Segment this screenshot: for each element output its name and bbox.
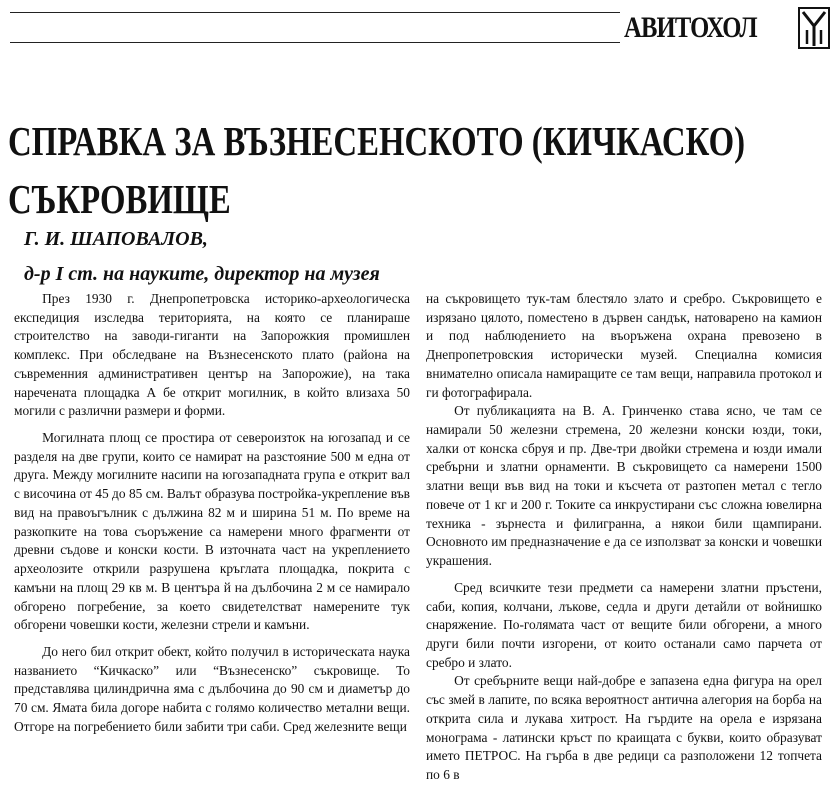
masthead-title: АВИТОХОЛ [624,11,757,44]
paragraph: От публикацията на В. А. Гринченко става ясно, че там се намирали 50 железни стремена, 20 железни конски юзди, токи, халки от конска сбруя и пр. Две-три двойки стремена и юзди имали сребърни и златни орнаменти. В съкровището са намерени 1500 златни вещи във вид на токи и късчета от разтопен метал с тегло повече от 1 кг и 200 г. Токите са инкрустирани със сложна ювелирна техника - зърнеста и филигранна, а някои били щампирани. Основното им предназначение е да се използват за конски и човешки украшения. [426,403,822,569]
paragraph: До него бил открит обект, който получил в историческата наука названието “Кичкаско” или “Възнесенско” съкровище. То представлява цилиндрична яма с дълбочина до 90 см и диаметър до 70 см. Ямата била догоре набита с голямо количество метални вещи. Отгоре на погребението били забити три саби. Сред железните вещи [14,643,410,734]
article-title-line-1: СПРАВКА ЗА ВЪЗНЕСЕНСКОТО (КИЧКАСКО) [8,118,746,164]
paragraph: От сребърните вещи най-добре е запазена една фигура на орел със змей в лапите, по всяка вероятност антична алегория на борба на открита сила и лукава хитрост. На гърдите на орела е изрязана монограма - латински кръст по краищата с букви, които образуват името ПЕТРОС. На гърба в две редици са разположени 12 топчета по 6 в [426,673,822,782]
header-bottom-rule [10,42,620,43]
paragraph: Могилната площ се простира от североизток на югозапад и се разделя на две групи, които се намират на разстояние 500 м една от друга. Между могилните насипи на югозападната група е открит вал с височина от 45 до 85 см. Валът образува постройка-укрепление във вид на правоъгълник с дължина 82 м и ширина 51 м. По време на разкопките на това съоръжение са намерени много фрагменти от древни съдове и конски кости. В източната част на укреплението археолозите открили разрушена кръглата площадка, покрита с камъни на площ 29 кв м. В центъра й на дълбочина 2 м се намирало обгорено погребение, за което свидетелстват намерените тук обгорени човешки кости, железни стрели и камъни. [14,430,410,633]
right-column [426,290,822,785]
paragraph: Сред всичките тези предмети са намерени златни пръстени, саби, копия, колчани, лъкове, седла и други детайли от войнишко снаряжение. По-голямата част от вещите били обгорени, а много други били почти изгорени, от които останали само парчета от сребро и злато. [426,579,822,670]
stylized-monogram-logo-icon [798,6,830,50]
header-top-rule [10,12,620,13]
author-name: Г. И. ШАПОВАЛОВ, [24,228,208,250]
paragraph: През 1930 г. Днепропетровска историко-археологическа експедиция изследва територията, на която се планираше строителство на заводи-гиганти на Запорожкия промишлен комплекс. При обследване на Възнесенското плато (района на съвременния административен център на Запорожие), на така наречената площадка А бе открит могилник, в който влизаха 50 могили с различни размери и форми. [14,291,410,419]
paragraph: на съкровището тук-там блестяло злато и сребро. Съкровището е изрязано цялото, поместено в дървен сандък, натоварено на камион и под наблюдението на въоръжена охрана превозено в Днепропетровския исторически музей. Специална комисия внимателно описала намиращите се там вещи, направила протокол и ги фотографирала. [426,291,822,400]
article-title-line-2: СЪКРОВИЩЕ [8,176,231,222]
article-title [8,112,824,228]
masthead [624,6,824,50]
author-role: д-р I ст. на науките, директор на музея [24,263,380,285]
left-column [14,290,410,737]
